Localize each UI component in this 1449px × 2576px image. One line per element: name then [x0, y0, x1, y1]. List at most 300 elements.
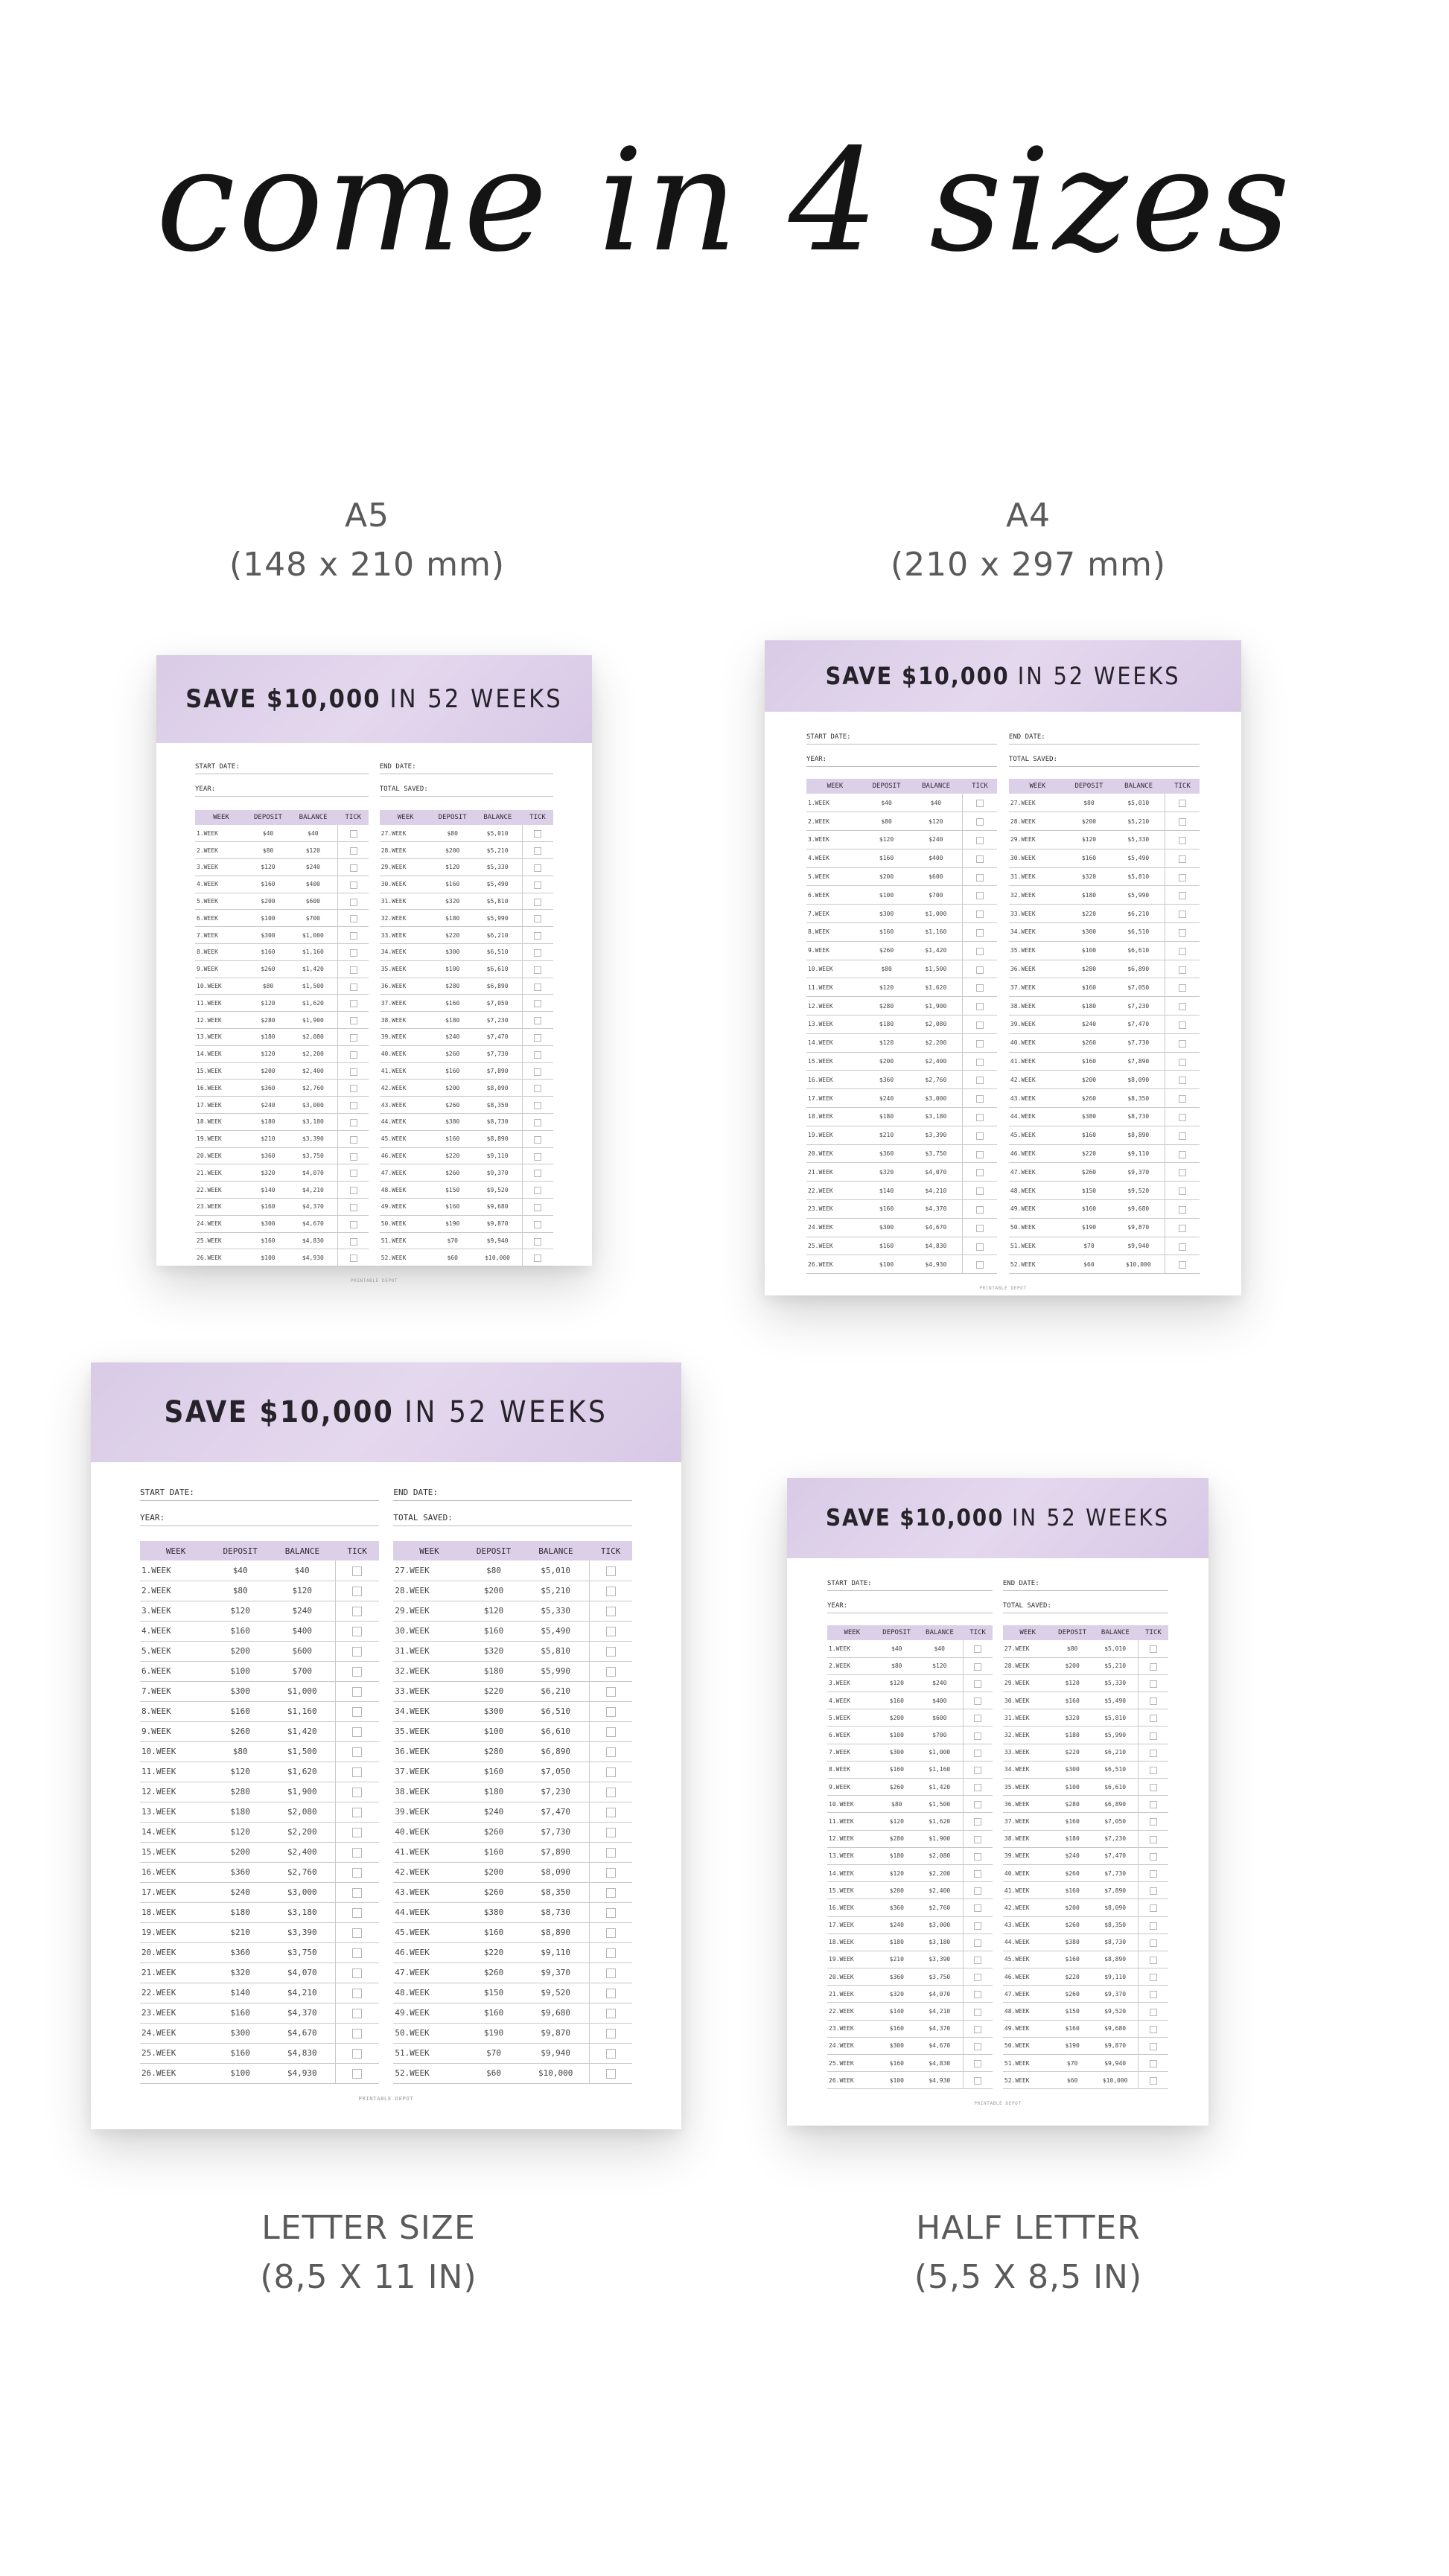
- fields-right: [1009, 722, 1200, 767]
- end-date-field[interactable]: [1009, 722, 1200, 745]
- tick-checkbox[interactable]: [606, 1908, 616, 1918]
- tick-checkbox[interactable]: [350, 1119, 357, 1126]
- tick-checkbox[interactable]: [352, 1808, 362, 1817]
- tick-checkbox[interactable]: [534, 1204, 541, 1211]
- tick-checkbox[interactable]: [352, 1667, 362, 1677]
- year-field[interactable]: [827, 1591, 993, 1613]
- table-row: [380, 1164, 553, 1182]
- table-row: [806, 1237, 997, 1255]
- tick-checkbox[interactable]: [350, 830, 357, 838]
- deposit-cell: $100: [877, 1727, 917, 1744]
- tick-checkbox[interactable]: [1179, 800, 1186, 807]
- start-date-field[interactable]: [806, 722, 997, 745]
- tick-checkbox[interactable]: [1179, 1040, 1186, 1048]
- year-field[interactable]: [140, 1501, 379, 1526]
- table-row: [827, 1761, 993, 1778]
- tick-checkbox[interactable]: [976, 1021, 984, 1029]
- tick-checkbox[interactable]: [606, 1868, 616, 1878]
- tick-checkbox[interactable]: [1179, 1095, 1186, 1103]
- end-date-field[interactable]: [380, 752, 553, 774]
- table-row: [380, 1130, 553, 1147]
- tick-checkbox[interactable]: [976, 911, 984, 918]
- tick-checkbox[interactable]: [1179, 1077, 1186, 1084]
- table-row: [140, 1741, 379, 1762]
- tick-checkbox[interactable]: [352, 1989, 362, 1998]
- week-cell: 39.WEEK: [1009, 1016, 1066, 1034]
- tick-checkbox[interactable]: [974, 2043, 981, 2050]
- tick-cell: [589, 1942, 632, 1963]
- week-cell: 2.WEEK: [195, 842, 247, 859]
- balance-cell: $5,330: [474, 859, 522, 876]
- tick-checkbox[interactable]: [352, 1747, 362, 1757]
- tick-checkbox[interactable]: [352, 2049, 362, 2059]
- tick-checkbox[interactable]: [534, 1068, 541, 1076]
- tick-checkbox[interactable]: [352, 1848, 362, 1858]
- tick-checkbox[interactable]: [976, 800, 984, 807]
- tick-checkbox[interactable]: [534, 1136, 541, 1144]
- tick-checkbox[interactable]: [534, 830, 541, 838]
- week-cell: 50.WEEK: [1009, 1218, 1066, 1237]
- tick-checkbox[interactable]: [974, 1836, 981, 1843]
- tick-checkbox[interactable]: [534, 1153, 541, 1161]
- tick-cell: [1165, 997, 1200, 1016]
- tick-checkbox[interactable]: [976, 1059, 984, 1066]
- tick-checkbox[interactable]: [1150, 1853, 1157, 1861]
- table-row: [827, 2055, 993, 2072]
- tick-checkbox[interactable]: [1179, 966, 1186, 974]
- tick-checkbox[interactable]: [976, 1132, 984, 1140]
- balance-cell: $4,930: [909, 1255, 963, 1274]
- balance-cell: $400: [289, 876, 337, 893]
- tick-checkbox[interactable]: [976, 1243, 984, 1251]
- tick-checkbox[interactable]: [352, 2069, 362, 2079]
- tick-checkbox[interactable]: [534, 1119, 541, 1126]
- tick-checkbox[interactable]: [534, 899, 541, 906]
- table-row: [140, 1822, 379, 1842]
- start-date-field[interactable]: [140, 1476, 379, 1501]
- tick-checkbox[interactable]: [976, 1003, 984, 1010]
- week-cell: 13.WEEK: [827, 1847, 877, 1864]
- tick-checkbox[interactable]: [352, 2029, 362, 2038]
- tick-checkbox[interactable]: [534, 1017, 541, 1024]
- tick-checkbox[interactable]: [350, 1170, 357, 1177]
- tick-checkbox[interactable]: [350, 1136, 357, 1144]
- tick-checkbox[interactable]: [1150, 1767, 1157, 1774]
- tick-checkbox[interactable]: [1179, 1114, 1186, 1121]
- tick-checkbox[interactable]: [534, 1187, 541, 1194]
- tick-cell: [1165, 923, 1200, 942]
- tick-checkbox[interactable]: [352, 1767, 362, 1777]
- balance-cell: $7,730: [1112, 1033, 1165, 1052]
- week-cell: 44.WEEK: [380, 1114, 432, 1131]
- tick-checkbox[interactable]: [352, 1566, 362, 1576]
- week-cell: 32.WEEK: [380, 910, 432, 927]
- tick-checkbox[interactable]: [350, 1153, 357, 1161]
- tick-checkbox[interactable]: [1179, 1169, 1186, 1176]
- week-cell: 12.WEEK: [827, 1830, 877, 1847]
- tick-checkbox[interactable]: [606, 2009, 616, 2018]
- tick-checkbox[interactable]: [350, 966, 357, 974]
- tick-checkbox[interactable]: [1150, 1784, 1157, 1791]
- tick-checkbox[interactable]: [1150, 1922, 1157, 1930]
- tick-checkbox[interactable]: [1150, 1715, 1157, 1722]
- tick-checkbox[interactable]: [974, 1974, 981, 1981]
- tick-checkbox[interactable]: [1150, 1750, 1157, 1757]
- tick-checkbox[interactable]: [976, 1040, 984, 1048]
- deposit-cell: $160: [432, 1130, 474, 1147]
- tick-checkbox[interactable]: [606, 1667, 616, 1677]
- tick-checkbox[interactable]: [974, 1767, 981, 1774]
- tick-checkbox[interactable]: [352, 1587, 362, 1596]
- tick-checkbox[interactable]: [976, 1187, 984, 1195]
- deposit-cell: $200: [1066, 1071, 1112, 1089]
- tick-checkbox[interactable]: [974, 1732, 981, 1740]
- tick-checkbox[interactable]: [352, 1607, 362, 1616]
- tick-checkbox[interactable]: [1150, 2026, 1157, 2033]
- tick-checkbox[interactable]: [976, 892, 984, 899]
- tick-checkbox[interactable]: [976, 984, 984, 992]
- tick-checkbox[interactable]: [976, 1169, 984, 1176]
- tick-checkbox[interactable]: [1179, 1003, 1186, 1010]
- tick-checkbox[interactable]: [974, 1904, 981, 1912]
- table-row: [1009, 905, 1200, 923]
- tick-checkbox[interactable]: [606, 1948, 616, 1958]
- week-cell: 9.WEEK: [140, 1721, 211, 1741]
- tick-checkbox[interactable]: [606, 2069, 616, 2079]
- total-saved-field[interactable]: [1009, 745, 1200, 767]
- tick-checkbox[interactable]: [350, 1204, 357, 1211]
- balance-cell: $4,370: [269, 2003, 336, 2023]
- tick-checkbox[interactable]: [976, 1225, 984, 1232]
- tick-checkbox[interactable]: [606, 1848, 616, 1858]
- tick-checkbox[interactable]: [352, 1968, 362, 1978]
- deposit-cell: $200: [247, 893, 289, 910]
- tick-checkbox[interactable]: [1179, 1151, 1186, 1158]
- tick-checkbox[interactable]: [606, 1627, 616, 1636]
- tick-checkbox[interactable]: [974, 1818, 981, 1826]
- tick-checkbox[interactable]: [1179, 1187, 1186, 1195]
- tick-checkbox[interactable]: [350, 1238, 357, 1246]
- tick-checkbox[interactable]: [976, 1206, 984, 1214]
- tick-checkbox[interactable]: [350, 847, 357, 855]
- table-row: [806, 849, 997, 867]
- start-date-field[interactable]: [195, 752, 369, 774]
- balance-cell: $7,050: [474, 995, 522, 1012]
- tick-checkbox[interactable]: [534, 1221, 541, 1228]
- tick-checkbox[interactable]: [1179, 1206, 1186, 1214]
- tick-checkbox[interactable]: [974, 1887, 981, 1895]
- tick-checkbox[interactable]: [350, 899, 357, 906]
- tick-checkbox[interactable]: [350, 915, 357, 922]
- tick-checkbox[interactable]: [974, 1870, 981, 1878]
- tick-checkbox[interactable]: [534, 949, 541, 957]
- tick-checkbox[interactable]: [534, 847, 541, 855]
- tick-cell: [1165, 1033, 1200, 1052]
- balance-cell: $6,610: [1112, 941, 1165, 960]
- tick-checkbox[interactable]: [534, 966, 541, 974]
- tick-checkbox[interactable]: [352, 1888, 362, 1898]
- tick-checkbox[interactable]: [350, 1051, 357, 1059]
- deposit-cell: $70: [1053, 2055, 1092, 2072]
- tick-checkbox[interactable]: [606, 1788, 616, 1797]
- tick-checkbox[interactable]: [350, 1254, 357, 1262]
- week-cell: 14.WEEK: [806, 1033, 864, 1052]
- tick-checkbox[interactable]: [534, 915, 541, 922]
- tick-checkbox[interactable]: [1150, 1904, 1157, 1912]
- tick-checkbox[interactable]: [1150, 2077, 1157, 2085]
- tick-checkbox[interactable]: [976, 1261, 984, 1269]
- tick-checkbox[interactable]: [606, 1587, 616, 1596]
- tick-checkbox[interactable]: [974, 2009, 981, 2016]
- tick-checkbox[interactable]: [1150, 2060, 1157, 2068]
- tick-checkbox[interactable]: [350, 1221, 357, 1228]
- tick-checkbox[interactable]: [974, 2060, 981, 2068]
- tick-checkbox[interactable]: [352, 1928, 362, 1938]
- tick-checkbox[interactable]: [974, 1922, 981, 1930]
- tick-checkbox[interactable]: [350, 1034, 357, 1042]
- tick-checkbox[interactable]: [606, 2029, 616, 2038]
- table-row: [195, 1199, 369, 1216]
- table-row: [827, 2020, 993, 2037]
- tick-checkbox[interactable]: [352, 1727, 362, 1737]
- tick-checkbox[interactable]: [1179, 948, 1186, 955]
- tick-checkbox[interactable]: [352, 1707, 362, 1717]
- tick-checkbox[interactable]: [534, 932, 541, 940]
- tick-checkbox[interactable]: [1150, 1870, 1157, 1878]
- tick-checkbox[interactable]: [1150, 2009, 1157, 2016]
- tick-checkbox[interactable]: [974, 1853, 981, 1861]
- deposit-cell: $180: [247, 1029, 289, 1046]
- tick-checkbox[interactable]: [974, 1939, 981, 1947]
- tick-checkbox[interactable]: [350, 949, 357, 957]
- tick-checkbox[interactable]: [1179, 984, 1186, 992]
- week-cell: 17.WEEK: [806, 1089, 864, 1108]
- tick-checkbox[interactable]: [974, 1801, 981, 1808]
- tick-checkbox[interactable]: [1150, 1939, 1157, 1947]
- tick-checkbox[interactable]: [1179, 818, 1186, 826]
- deposit-cell: $210: [877, 1951, 917, 1968]
- end-date-field[interactable]: [1003, 1569, 1168, 1591]
- tick-checkbox[interactable]: [1179, 1261, 1186, 1269]
- year-field[interactable]: [195, 774, 369, 797]
- tick-checkbox[interactable]: [1179, 1243, 1186, 1251]
- tick-checkbox[interactable]: [534, 1102, 541, 1109]
- table-row: [827, 1899, 993, 1916]
- table-row: [1009, 960, 1200, 978]
- tick-checkbox[interactable]: [352, 1908, 362, 1918]
- weeks-table-1-26: [806, 779, 997, 1274]
- tick-checkbox[interactable]: [974, 2077, 981, 2085]
- tick-checkbox[interactable]: [1150, 1957, 1157, 1964]
- table-row: [140, 1601, 379, 1621]
- tick-checkbox[interactable]: [350, 1017, 357, 1024]
- tick-checkbox[interactable]: [1179, 911, 1186, 918]
- tick-checkbox[interactable]: [976, 874, 984, 881]
- tick-checkbox[interactable]: [1150, 1732, 1157, 1740]
- tick-checkbox[interactable]: [606, 1968, 616, 1978]
- tick-checkbox[interactable]: [534, 1085, 541, 1092]
- table-row: [1003, 1709, 1168, 1727]
- tick-checkbox[interactable]: [534, 983, 541, 991]
- tick-checkbox[interactable]: [974, 1680, 981, 1688]
- tick-cell: [336, 1581, 379, 1601]
- tick-checkbox[interactable]: [606, 1747, 616, 1757]
- tick-checkbox[interactable]: [1179, 1021, 1186, 1029]
- total-saved-field[interactable]: [1003, 1591, 1168, 1613]
- week-cell: 37.WEEK: [1009, 978, 1066, 997]
- tick-checkbox[interactable]: [1150, 1645, 1157, 1653]
- tick-checkbox[interactable]: [976, 837, 984, 844]
- tick-checkbox[interactable]: [976, 855, 984, 863]
- tick-checkbox[interactable]: [350, 983, 357, 991]
- tick-checkbox[interactable]: [534, 1034, 541, 1042]
- start-date-field[interactable]: [827, 1569, 993, 1591]
- tick-checkbox[interactable]: [976, 948, 984, 955]
- tick-checkbox[interactable]: [976, 1151, 984, 1158]
- weeks-table-27-52: [380, 810, 553, 1266]
- balance-cell: $6,890: [523, 1741, 590, 1762]
- tick-checkbox[interactable]: [1150, 1974, 1157, 1981]
- tick-checkbox[interactable]: [1179, 892, 1186, 899]
- column-header-week: WEEK: [140, 1541, 211, 1560]
- tick-checkbox[interactable]: [350, 1102, 357, 1109]
- end-date-field[interactable]: [393, 1476, 632, 1501]
- balance-cell: $3,390: [909, 1126, 963, 1144]
- table-row: [140, 1862, 379, 1882]
- tick-checkbox[interactable]: [974, 1645, 981, 1653]
- tick-checkbox[interactable]: [350, 864, 357, 872]
- tick-checkbox[interactable]: [1179, 929, 1186, 937]
- tick-cell: [963, 2037, 993, 2054]
- tick-checkbox[interactable]: [606, 1707, 616, 1717]
- deposit-cell: $200: [432, 842, 474, 859]
- tick-checkbox[interactable]: [534, 1170, 541, 1177]
- week-cell: 10.WEEK: [827, 1796, 877, 1813]
- tick-checkbox[interactable]: [606, 1808, 616, 1817]
- tick-cell: [336, 1721, 379, 1741]
- tick-checkbox[interactable]: [352, 1948, 362, 1958]
- tick-cell: [963, 1218, 997, 1237]
- tick-checkbox[interactable]: [974, 1697, 981, 1705]
- week-cell: 12.WEEK: [195, 1012, 247, 1029]
- tick-checkbox[interactable]: [976, 1114, 984, 1121]
- tick-checkbox[interactable]: [350, 1000, 357, 1007]
- tick-checkbox[interactable]: [350, 1085, 357, 1092]
- tick-checkbox[interactable]: [352, 1828, 362, 1837]
- tick-checkbox[interactable]: [534, 881, 541, 889]
- tick-checkbox[interactable]: [1150, 1836, 1157, 1843]
- tick-checkbox[interactable]: [606, 1989, 616, 1998]
- tick-checkbox[interactable]: [352, 1687, 362, 1697]
- week-cell: 36.WEEK: [380, 978, 432, 995]
- tick-checkbox[interactable]: [976, 966, 984, 974]
- tick-checkbox[interactable]: [1150, 1801, 1157, 1808]
- tick-checkbox[interactable]: [974, 1750, 981, 1757]
- tick-checkbox[interactable]: [534, 1000, 541, 1007]
- tick-checkbox[interactable]: [534, 1238, 541, 1246]
- tick-cell: [589, 1842, 632, 1862]
- week-cell: 26.WEEK: [140, 2063, 211, 2083]
- total-saved-field[interactable]: [380, 774, 553, 797]
- tick-checkbox[interactable]: [534, 1051, 541, 1059]
- balance-cell: $5,010: [1112, 794, 1165, 812]
- balance-cell: $4,210: [917, 2003, 963, 2020]
- tick-checkbox[interactable]: [1150, 1818, 1157, 1826]
- tick-checkbox[interactable]: [606, 1888, 616, 1898]
- tick-checkbox[interactable]: [1150, 2043, 1157, 2050]
- table-row: [393, 2063, 632, 2083]
- table-row: [1003, 1796, 1168, 1813]
- tick-checkbox[interactable]: [352, 1868, 362, 1878]
- deposit-cell: $140: [864, 1182, 909, 1200]
- tick-checkbox[interactable]: [606, 1566, 616, 1576]
- tick-checkbox[interactable]: [534, 1254, 541, 1262]
- tick-checkbox[interactable]: [350, 1187, 357, 1194]
- tick-checkbox[interactable]: [1179, 874, 1186, 881]
- tick-checkbox[interactable]: [606, 1928, 616, 1938]
- tick-checkbox[interactable]: [1150, 1887, 1157, 1895]
- tick-checkbox[interactable]: [606, 1607, 616, 1616]
- tick-checkbox[interactable]: [606, 1687, 616, 1697]
- tick-checkbox[interactable]: [352, 1788, 362, 1797]
- balance-cell: $8,350: [1092, 1916, 1138, 1933]
- total-saved-field[interactable]: [393, 1501, 632, 1526]
- tick-checkbox[interactable]: [352, 1647, 362, 1657]
- tick-checkbox[interactable]: [974, 1663, 981, 1671]
- tick-checkbox[interactable]: [1150, 1697, 1157, 1705]
- tick-checkbox[interactable]: [1150, 1680, 1157, 1688]
- deposit-cell: $240: [432, 1029, 474, 1046]
- tick-checkbox[interactable]: [976, 929, 984, 937]
- tick-checkbox[interactable]: [1150, 1991, 1157, 1998]
- tick-checkbox[interactable]: [976, 1077, 984, 1084]
- table-row: [380, 1232, 553, 1249]
- tick-checkbox[interactable]: [606, 1647, 616, 1657]
- tick-checkbox[interactable]: [534, 864, 541, 872]
- tick-checkbox[interactable]: [974, 1715, 981, 1722]
- balance-cell: $400: [909, 849, 963, 867]
- tick-checkbox[interactable]: [350, 881, 357, 889]
- tick-checkbox[interactable]: [352, 1627, 362, 1636]
- tick-checkbox[interactable]: [1179, 855, 1186, 863]
- tick-checkbox[interactable]: [350, 1068, 357, 1076]
- tick-checkbox[interactable]: [352, 2009, 362, 2018]
- tick-checkbox[interactable]: [606, 2049, 616, 2059]
- tick-checkbox[interactable]: [1179, 837, 1186, 844]
- tick-checkbox[interactable]: [1179, 1225, 1186, 1232]
- tick-checkbox[interactable]: [606, 1767, 616, 1777]
- tick-checkbox[interactable]: [606, 1727, 616, 1737]
- tick-checkbox[interactable]: [1179, 1132, 1186, 1140]
- tick-cell: [589, 1782, 632, 1802]
- tick-checkbox[interactable]: [974, 1991, 981, 1998]
- tick-checkbox[interactable]: [974, 2026, 981, 2033]
- tick-checkbox[interactable]: [350, 932, 357, 940]
- tick-checkbox[interactable]: [1179, 1059, 1186, 1066]
- balance-cell: $2,400: [269, 1842, 336, 1862]
- deposit-cell: $80: [211, 1741, 269, 1762]
- tick-checkbox[interactable]: [974, 1784, 981, 1791]
- tick-checkbox[interactable]: [974, 1957, 981, 1964]
- table-row: [827, 2072, 993, 2089]
- tick-checkbox[interactable]: [1150, 1663, 1157, 1671]
- balance-cell: $3,390: [269, 1922, 336, 1942]
- balance-cell: $9,680: [1092, 2020, 1138, 2037]
- tick-checkbox[interactable]: [606, 1828, 616, 1837]
- year-field[interactable]: [806, 745, 997, 767]
- tick-checkbox[interactable]: [976, 818, 984, 826]
- tick-checkbox[interactable]: [976, 1095, 984, 1103]
